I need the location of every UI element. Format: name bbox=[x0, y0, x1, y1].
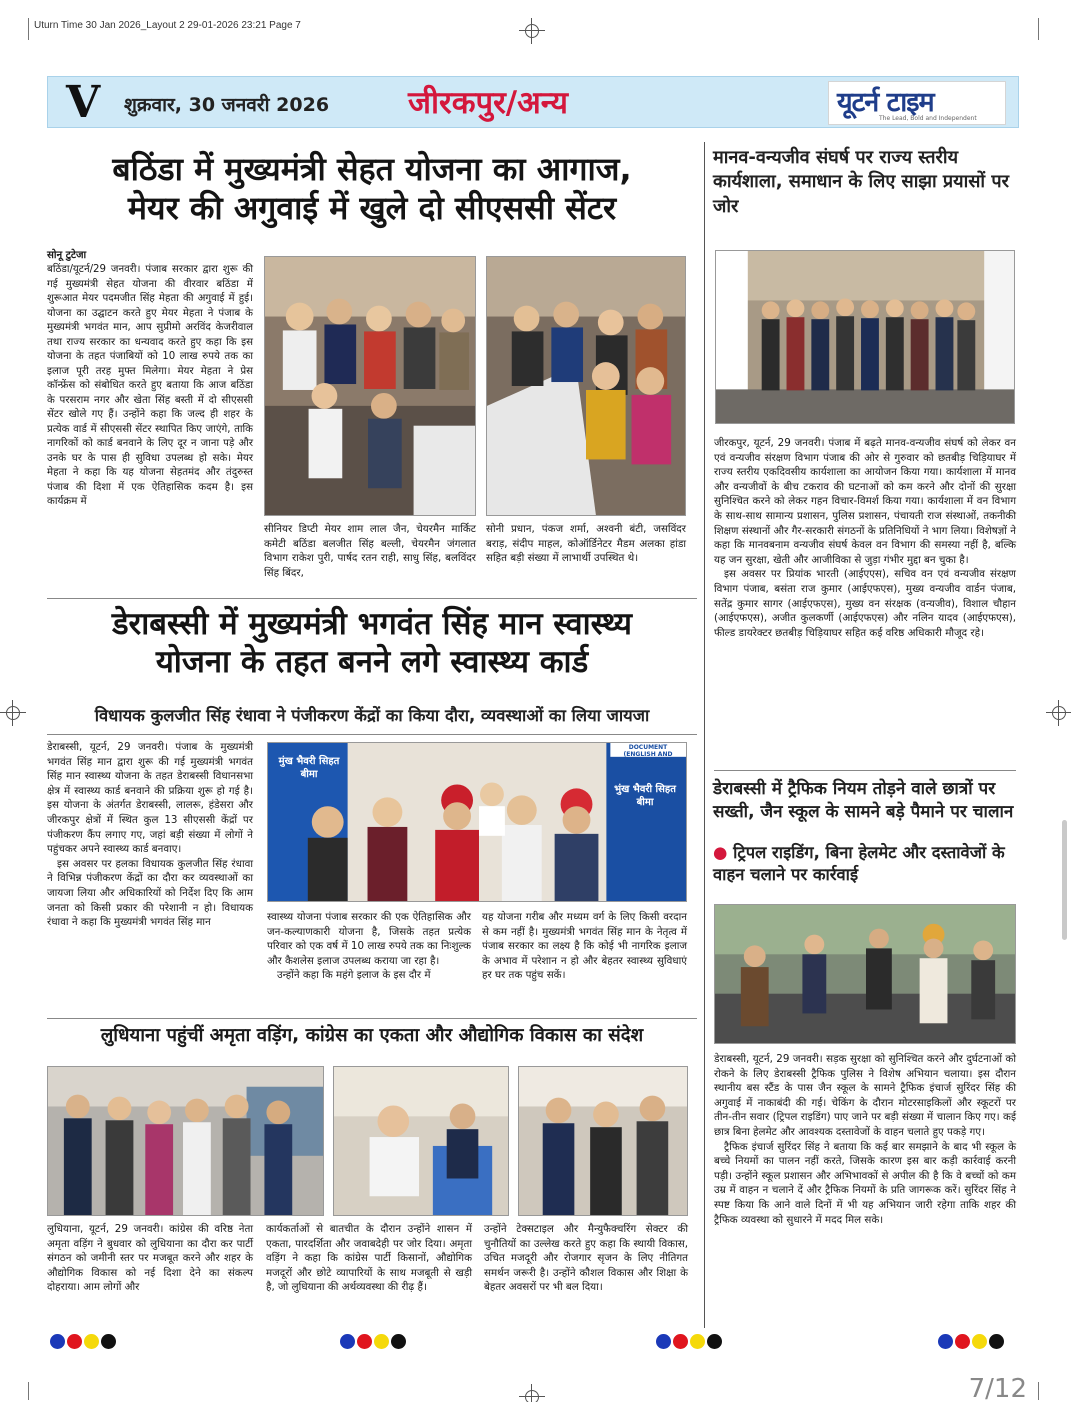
header-section-title: जीरकपुर/अन्य bbox=[408, 85, 568, 121]
story5-text: डेराबस्सी, यूटर्न, 29 जनवरी। सड़क सुरक्षा को सुनिश्चित करने और दुर्घटनाओं को रोकने के लिए डेराबस्सी ट्रैफिक पुलिस ने विशेष अभियान चलाया। इस दौरान स्थानीय बस स्टैंड के पास जैन स्कूल के सामने ट्रैफिक इंचार्ज सुरिंदर सिंह की अगुवाई में नाकाबंदी की गई। चेकिंग के दौरान मोटरसाइकिलों और स्कूटरों पर तीन-तीन सवार (ट्रिपल राइडिंग) पाए जाने पर बड़ी संख्या में चालान किए गए। कई छात्र बिना हेलमेट और आवश्यक दस्तावेजों के वाहन चलाते हुए पकड़े गए। bbox=[714, 1053, 1016, 1139]
red-dot bbox=[955, 1334, 970, 1349]
bullet-icon: ● bbox=[713, 843, 728, 862]
story5-headline: डेराबस्सी में ट्रैफिक नियम तोड़ने वाले छात्रों पर सख्ती, जैन स्कूल के सामने बड़े पैमाने पर चालान bbox=[713, 779, 1014, 822]
story2-body bbox=[47, 740, 253, 930]
red-dot bbox=[67, 1334, 82, 1349]
story1-body-col3: सोनी प्रधान, पंकज शर्मा, अश्वनी बंटी, जसविंदर बराड़, संदीप माहल, कोऑर्डिनेटर मैडम अलका हांडा सहित बड़ी संख्या में लाभार्थी उपस्थित थे। bbox=[486, 523, 686, 565]
print-slug: Uturn Time 30 Jan 2026_Layout 2 29-01-2026 23:21 Page 7 bbox=[34, 20, 301, 31]
registration-mark-icon bbox=[1046, 700, 1071, 726]
color-registration-dots bbox=[938, 1334, 1004, 1349]
story2-text2: स्वास्थ्य योजना पंजाब सरकार की एक ऐतिहासिक और जन-कल्याणकारी योजना है, जिसके तहत प्रत्येक परिवार को एक वर्ष में 10 लाख रुपये तक का निःशुल्क और कैशलेस इलाज उपलब्ध कराया जा रहा है। bbox=[267, 911, 471, 967]
story2-text: डेराबस्सी, यूटर्न, 29 जनवरी। पंजाब के मुख्यमंत्री भगवंत सिंह मान द्वारा शुरू की गई मुख्यमंत्री भगवंत सिंह मान स्वास्थ्य योजना के तहत डेराबस्सी विधानसभा क्षेत्र में स्वास्थ्य कार्ड बनवाने की प्रक्रिया शुरू हो गई है। इस योजना के अंतर्गत डेराबस्सी, लालरू, हंडेसरा और जीरकपुर क्षेत्रों में स्थित कुल 13 सीएससी केंद्रों पर पंजीकरण कैंप लगाए गए, जहां बड़ी संख्या में लोगों ने पहुंचकर अपने स्वास्थ्य कार्ड बनवाए। bbox=[47, 741, 253, 856]
color-registration-dots bbox=[656, 1334, 722, 1349]
story2-headline bbox=[47, 606, 697, 682]
headline-line: बठिंडा में मुख्यमंत्री सेहत योजना का आगाज, bbox=[112, 150, 632, 188]
yellow-dot bbox=[972, 1334, 987, 1349]
story3-photo-right bbox=[518, 1066, 688, 1216]
story1-text: बठिंडा/यूटर्न/29 जनवरी। पंजाब सरकार द्वारा शुरू की गई मुख्यमंत्री सेहत योजना की वीरवार बठिंडा में शुरूआत मेयर पदमजीत सिंह मेहता की अगुवाई में हुई। योजना का उद्घाटन करते हुए मेयर मेहता ने पंजाब के मुख्यमंत्री भगवंत मान, आप सुप्रीमो अरविंद केजरीवाल तथा राज्य सरकार का धन्यवाद करते हुए कहा कि इस योजना के तहत पंजाबियों को 10 लाख रुपये तक का इलाज पूरी तरह मुफ्त मिलेगा। मेयर मेहता ने प्रेस कॉन्फ्रेंस को संबोधित करते हुए बताया कि आज बठिंडा के परसराम नगर और खेता सिंह बस्ती में दो सीएससी सेंटर खोले गए हैं। उन्होंने कहा कि जल्द ही शहर के प्रत्येक वार्ड में सीएससी सेंटर स्थापित किए जाएंगे, ताकि नागरिकों को कार्ड बनवाने के लिए दूर न जाना पड़े और उनके घर के पास ही सुविधा उपलब्ध हो सके। मेयर मेहता ने कहा कि यह योजना सेहतमंद और तंदुरुस्त पंजाब की दिशा में एक ऐतिहासिक कदम है। इस कार्यक्रम में bbox=[47, 264, 253, 508]
logo-text: यूटर्न टाइम bbox=[837, 87, 934, 118]
black-dot bbox=[707, 1334, 722, 1349]
registration-mark-icon bbox=[519, 1384, 545, 1402]
header-date: शुक्रवार, 30 जनवरी 2026 bbox=[124, 94, 330, 116]
story1-body-col2: सीनियर डिप्टी मेयर शाम लाल जैन, चेयरमैन मार्किट कमेटी बठिंडा बलजीत सिंह बल्ली, चेयरमैन जंगलात विभाग राकेश पुरी, पार्षद रतन राही, साधु सिंह, बलविंदर सिंह बिंदर, bbox=[264, 523, 476, 579]
story4-photo bbox=[715, 250, 1015, 424]
yellow-dot bbox=[690, 1334, 705, 1349]
header-letter: V bbox=[66, 77, 101, 128]
story2-text2-b: उन्होंने कहा कि महंगे इलाज के इस दौर में bbox=[277, 969, 431, 982]
story5-text-b: ट्रैफिक इंचार्ज सुरिंदर सिंह ने बताया कि कई बार समझाने के बाद भी स्कूल के बच्चे नियमों का पालन नहीं करते, जिसके कारण इस बार कड़ी कार्रवाई करनी पड़ी। उन्होंने स्कूल प्रशासन और अभिभावकों से अपील की है कि वे बच्चों को कम उम्र में वाहन न चलाने दें और ट्रैफिक नियमों के प्रति जागरूक करें। सुरिंदर सिंह ने स्पष्ट किया कि आने वाले दिनों में भी यह अभियान जारी रहेगा ताकि शहर की ट्रैफिक व्यवस्था को सुधारने में मदद मिल सके। bbox=[714, 1140, 1016, 1226]
photo-banner-text: DOCUMENT (ENGLISH AND bbox=[623, 744, 673, 758]
story2-text-b: इस अवसर पर हलका विधायक कुलजीत सिंह रंधावा ने विभिन्न पंजीकरण केंद्रों का दौरा कर व्यवस्थाओं का जायजा लिया और अधिकारियों को निर्देश दिए कि आम जनता को किसी प्रकार की परेशानी न हो। विधायक रंधावा ने कहा कि मुख्यमंत्री भगवंत सिंह मान bbox=[47, 857, 253, 929]
yellow-dot bbox=[84, 1334, 99, 1349]
story3-body: लुधियाना, यूटर्न, 29 जनवरी। कांग्रेस की वरिष्ठ नेता अमृता वड़िंग ने बुधवार को लुधियाना का दौरा कर पार्टी संगठन को जमीनी स्तर पर मजबूत करने और शहर के औद्योगिक विकास को नई दिशा देने का संकल्प दोहराया। आम लोगों और bbox=[47, 1223, 253, 1294]
yellow-dot bbox=[374, 1334, 389, 1349]
story3-headline: लुधियाना पहुंचीं अमृता वड़िंग, कांग्रेस का एकता और औद्योगिक विकास का संदेश bbox=[100, 1025, 644, 1046]
red-dot bbox=[673, 1334, 688, 1349]
story1-body bbox=[47, 249, 253, 510]
story-divider bbox=[47, 734, 697, 735]
story3-body-col3: उन्होंने टेक्सटाइल और मैन्युफैक्चरिंग सेक्टर की चुनौतियों का उल्लेख करते हुए कहा कि स्थायी विकास, उचित मजदूरी और रोजगार सृजन के लिए नीतिगत समर्थन जरूरी है। उन्होंने कौशल विकास और शिक्षा के बेहतर अवसरों पर भी बल दिया। bbox=[484, 1223, 688, 1294]
red-dot bbox=[357, 1334, 372, 1349]
story1-photo-left bbox=[264, 256, 476, 516]
byline: सोनू टुटेजा bbox=[47, 250, 87, 261]
photo-banner-text: भुंख भैवरी सिहत बीमा bbox=[614, 784, 676, 808]
crop-mark bbox=[1038, 18, 1039, 40]
logo-tagline: The Lead, Bold and Independent bbox=[879, 115, 977, 122]
scrollbar-thumb[interactable] bbox=[1062, 820, 1067, 940]
blue-dot bbox=[938, 1334, 953, 1349]
story-divider bbox=[47, 598, 697, 599]
story3-photo-left bbox=[47, 1066, 324, 1216]
story4-text-b: इस अवसर पर प्रियांक भारती (आईएएस), सचिव वन एवं वन्यजीव संरक्षण विभाग पंजाब, बसंता राज कुमार (आईएफएस), मुख्य वन्यजीव वार्डन पंजाब, सतेंद्र कुमार सागर (आईएफएस), मुख्य वन संरक्षक (वन्यजीव), विशाल चौहान (आईएफएस), अजीत कुलकर्णी (आईएफएस) और नलिन यादव (आईएफएस), फील्ड डायरेक्टर छतबीड़ चिड़ियाघर सहित कई वरिष्ठ अधिकारी मौजूद रहे। bbox=[714, 568, 1016, 639]
story4-text: जीरकपुर, यूटर्न, 29 जनवरी। पंजाब में बढ़ते मानव-वन्यजीव संघर्ष को लेकर वन एवं वन्यजीव संरक्षण विभाग पंजाब की ओर से गुरुवार को छतबीड़ चिड़ियाघर में राज्य स्तरीय एकदिवसीय कार्यशाला का आयोजन किया गया। कार्यशाला में मानव और वन्यजीवों के बीच टकराव की घटनाओं को कम करने और दोनों की सुरक्षा सुनिश्चित करने को लेकर गहन विचार-विमर्श किया गया। कार्यशाला में वन विभाग के साथ-साथ सामान्य प्रशासन, पुलिस प्रशासन, पंचायती राज संस्थाओं, तकनीकी शिक्षण संस्थानों और गैर-सरकारी संगठनों के प्रतिनिधियों ने भाग लिया। विशेषज्ञों ने कहा कि मानवबनाम वन्यजीव संघर्ष केवल वन विभाग की समस्या नहीं है, बल्कि यह जन सुरक्षा, खेती और आजीविका से जुड़ा गंभीर मुद्दा बन चुका है। bbox=[714, 437, 1016, 566]
column-divider bbox=[704, 142, 705, 1328]
crop-mark bbox=[1038, 1382, 1039, 1400]
crop-mark bbox=[28, 18, 29, 40]
story1-headline bbox=[47, 150, 697, 228]
story5-subhead bbox=[713, 842, 1015, 887]
page-number: 7/12 bbox=[968, 1374, 1027, 1402]
headline-line: मेयर की अगुवाई में खुले दो सीएससी सेंटर bbox=[127, 189, 617, 228]
photo-banner-text: मुंख भैवरी सिहत बीमा bbox=[278, 756, 340, 780]
blue-dot bbox=[340, 1334, 355, 1349]
story2-body-col2 bbox=[267, 910, 471, 983]
crop-mark bbox=[28, 1382, 29, 1400]
story4-headline: मानव-वन्यजीव संघर्ष पर राज्य स्तरीय कार्यशाला, समाधान के लिए साझा प्रयासों पर जोर bbox=[713, 147, 1009, 217]
story2-subhead: विधायक कुलजीत सिंह रंधावा ने पंजीकरण केंद्रों का किया दौरा, व्यवस्थाओं का लिया जायजा bbox=[94, 706, 650, 725]
story5-body bbox=[714, 1052, 1016, 1227]
headline-line: डेराबस्सी में मुख्यमंत्री भगवंत सिंह मान स्वास्थ्य bbox=[111, 606, 633, 642]
story2-photo bbox=[267, 742, 687, 902]
registration-mark-icon bbox=[519, 18, 545, 44]
headline-line: योजना के तहत बनने लगे स्वास्थ्य कार्ड bbox=[155, 643, 589, 680]
story-divider bbox=[47, 1018, 697, 1019]
story1-photo-right bbox=[486, 256, 686, 516]
black-dot bbox=[989, 1334, 1004, 1349]
blue-dot bbox=[656, 1334, 671, 1349]
black-dot bbox=[391, 1334, 406, 1349]
story-divider bbox=[714, 770, 1016, 771]
color-registration-dots bbox=[340, 1334, 406, 1349]
story3-photo-center bbox=[333, 1066, 509, 1216]
blue-dot bbox=[50, 1334, 65, 1349]
story4-body bbox=[714, 436, 1016, 641]
story2-body-col3: यह योजना गरीब और मध्यम वर्ग के लिए किसी वरदान से कम नहीं है। मुख्यमंत्री भगवंत सिंह मान के नेतृत्व में पंजाब सरकार का लक्ष्य है कि कोई भी नागरिक इलाज के अभाव में परेशान न हो और बेहतर स्वास्थ्य सुविधाएं हर घर तक पहुंच सकें। bbox=[482, 911, 687, 982]
color-registration-dots bbox=[50, 1334, 116, 1349]
story5-photo bbox=[714, 904, 1016, 1044]
newspaper-logo bbox=[828, 81, 1006, 125]
registration-mark-icon bbox=[0, 700, 26, 726]
black-dot bbox=[101, 1334, 116, 1349]
page-header bbox=[47, 76, 1019, 128]
story3-body-col2: कार्यकर्ताओं से बातचीत के दौरान उन्होंने शासन में एकता, पारदर्शिता और जवाबदेही पर जोर दिया। अमृता वड़िंग ने कहा कि कांग्रेस पार्टी किसानों, औद्योगिक मजदूरों और छोटे व्यापारियों के साथ मजबूती से खड़ी है, जो लुधियाना की अर्थव्यवस्था की रीढ़ हैं। bbox=[266, 1223, 472, 1294]
story5-subhead-text: ट्रिपल राइडिंग, बिना हेलमेट और दस्तावेजों के वाहन चलाने पर कार्रवाई bbox=[713, 843, 1005, 885]
